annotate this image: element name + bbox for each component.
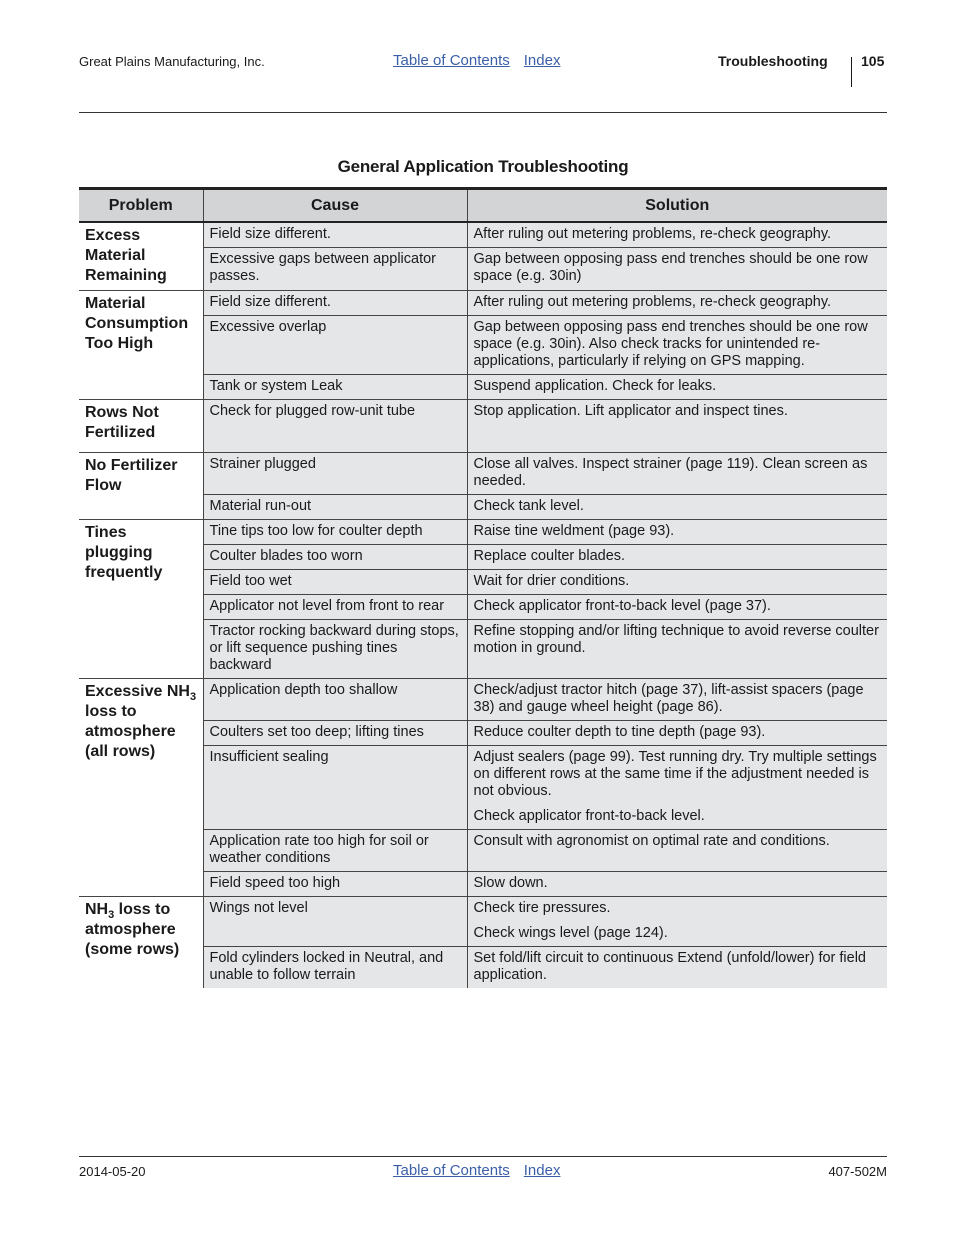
cause-cell: Coulters set too deep; lifting tines — [203, 721, 467, 746]
table-title: General Application Troubleshooting — [337, 157, 629, 176]
section-title: Troubleshooting — [718, 53, 828, 69]
solution-cell: After ruling out metering problems, re-check geography. — [467, 222, 887, 248]
table-row — [79, 453, 887, 495]
column-header-problem: Problem — [79, 189, 203, 223]
solution-cell: Check/adjust tractor hitch (page 37), lift-assist spacers (page 38) and gauge wheel height (page 86). — [467, 679, 887, 721]
table-row — [79, 897, 887, 947]
problem-text: Excessive NH — [85, 683, 190, 700]
cause-cell: Material run-out — [203, 495, 467, 520]
solution-text: Adjust sealers (page 99). Test running dry. Try multiple settings on different rows at the same time if the adjustment needed is not obvious. — [473, 749, 877, 799]
table-row — [79, 291, 887, 316]
problem-text: loss to atmosphere (all rows) — [85, 703, 176, 760]
header-divider — [851, 57, 852, 87]
header-rule — [79, 112, 887, 113]
cause-cell: Application rate too high for soil or weather conditions — [203, 830, 467, 872]
solution-text: Check wings level (page 124). — [473, 925, 668, 941]
cause-cell: Tank or system Leak — [203, 375, 467, 400]
problem-cell — [79, 679, 203, 897]
table-header-row — [79, 189, 887, 223]
solution-cell: Refine stopping and/or lifting technique to avoid reverse coulter motion in ground. — [467, 620, 887, 679]
index-link[interactable]: Index — [523, 1162, 561, 1179]
toc-link[interactable]: Table of Contents — [393, 1162, 510, 1179]
solution-cell: Slow down. — [467, 872, 887, 897]
toc-link[interactable]: Table of Contents — [393, 52, 510, 69]
cause-cell: Coulter blades too worn — [203, 545, 467, 570]
problem-cell: Rows Not Fertilized — [79, 400, 203, 453]
solution-cell: Gap between opposing pass end trenches should be one row space (e.g. 30in) — [467, 248, 887, 291]
solution-cell: Close all valves. Inspect strainer (page 119). Clean screen as needed. — [467, 453, 887, 495]
column-header-solution: Solution — [467, 189, 887, 223]
column-header-cause: Cause — [203, 189, 467, 223]
cause-cell: Applicator not level from front to rear — [203, 595, 467, 620]
problem-text: loss to atmosphere (some rows) — [85, 901, 180, 958]
cause-cell: Strainer plugged — [203, 453, 467, 495]
cause-cell: Field size different. — [203, 222, 467, 248]
problem-cell: Excess Material Remaining — [79, 222, 203, 291]
table-row — [79, 679, 887, 721]
solution-cell: Gap between opposing pass end trenches should be one row space (e.g. 30in). Also check tracks for unintended re-applications, particularly if relying on GPS mapping. — [467, 316, 887, 375]
problem-text: NH — [85, 901, 109, 918]
solution-cell: Check tank level. — [467, 495, 887, 520]
problem-cell: Tines plugging frequently — [79, 520, 203, 679]
solution-cell — [467, 897, 887, 947]
cause-cell: Tine tips too low for coulter depth — [203, 520, 467, 545]
solution-cell: Stop application. Lift applicator and inspect tines. — [467, 400, 887, 453]
table-row — [79, 222, 887, 248]
footer-nav — [393, 1162, 574, 1179]
subscript: 3 — [189, 691, 197, 704]
solution-cell: Suspend application. Check for leaks. — [467, 375, 887, 400]
index-link[interactable]: Index — [523, 52, 561, 69]
solution-cell: After ruling out metering problems, re-check geography. — [467, 291, 887, 316]
cause-cell: Excessive overlap — [203, 316, 467, 375]
solution-cell: Set fold/lift circuit to continuous Extend (unfold/lower) for field application. — [467, 947, 887, 989]
footer-rule — [79, 1156, 887, 1157]
solution-text: Check tire pressures. — [473, 900, 611, 916]
table-row — [79, 400, 887, 453]
solution-cell: Wait for drier conditions. — [467, 570, 887, 595]
cause-cell: Fold cylinders locked in Neutral, and unable to follow terrain — [203, 947, 467, 989]
cause-cell: Tractor rocking backward during stops, or lift sequence pushing tines backward — [203, 620, 467, 679]
cause-cell: Insufficient sealing — [203, 746, 467, 830]
subscript: 3 — [108, 909, 115, 922]
cause-cell: Application depth too shallow — [203, 679, 467, 721]
problem-cell: Material Consumption Too High — [79, 291, 203, 400]
cause-cell: Field speed too high — [203, 872, 467, 897]
problem-cell — [79, 897, 203, 989]
solution-text: Check applicator front-to-back level. — [473, 808, 705, 824]
page-number: 105 — [861, 53, 885, 69]
header-nav — [393, 52, 574, 69]
problem-cell: No Fertilizer Flow — [79, 453, 203, 520]
cause-cell: Field size different. — [203, 291, 467, 316]
solution-cell: Consult with agronomist on optimal rate and conditions. — [467, 830, 887, 872]
cause-cell: Field too wet — [203, 570, 467, 595]
solution-cell: Reduce coulter depth to tine depth (page 93). — [467, 721, 887, 746]
company-name: Great Plains Manufacturing, Inc. — [79, 54, 265, 69]
troubleshooting-table — [79, 187, 887, 988]
solution-cell — [467, 746, 887, 830]
cause-cell: Wings not level — [203, 897, 467, 947]
solution-cell: Raise tine weldment (page 93). — [467, 520, 887, 545]
cause-cell: Excessive gaps between applicator passes. — [203, 248, 467, 291]
document-code: 407-502M — [828, 1164, 887, 1179]
solution-cell: Check applicator front-to-back level (page 37). — [467, 595, 887, 620]
footer-date: 2014-05-20 — [79, 1164, 146, 1179]
table-row — [79, 520, 887, 545]
cause-cell: Check for plugged row-unit tube — [203, 400, 467, 453]
solution-cell: Replace coulter blades. — [467, 545, 887, 570]
